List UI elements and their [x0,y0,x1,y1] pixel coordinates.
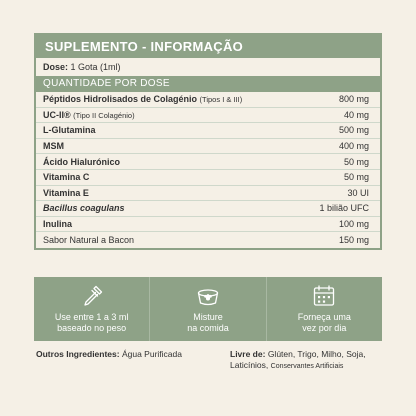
table-row [36,232,380,248]
table-row [36,108,380,124]
ingredient-amount: 50 mg [343,156,369,167]
ingredient-name: Vitamina E [43,187,89,198]
ingredient-name: Sabor Natural a Bacon [43,235,135,246]
ingredient-amount: 150 mg [338,235,369,246]
free-from-label: Livre de: [230,349,266,359]
ingredient-amount: 100 mg [338,219,369,230]
free-from-value-3: Conservantes Artificiais [270,363,344,370]
table-row [36,201,380,217]
ingredient-amount: 800 mg [338,94,369,105]
usage-dose-line1: Use entre 1 a 3 ml [54,312,129,322]
ingredient-name: Inulina [43,219,72,230]
section-title: QUANTIDADE POR DOSE [36,76,380,92]
usage-frequency-line1: Forneça uma [297,312,351,322]
ingredient-amount: 40 mg [343,109,369,120]
ingredient-note: (Tipo II Colagénio) [73,110,135,120]
ingredient-amount: 500 mg [338,125,369,136]
usage-dose-line2: baseado no peso [57,323,127,333]
ingredient-amount: 30 UI [347,187,369,198]
ingredient-name: MSM [43,141,64,152]
ingredient-name: Vitamina C [43,172,90,183]
other-ingredients-value: Água Purificada [121,349,182,359]
panel-title: SUPLEMENTO - INFORMAÇÃO [34,33,382,58]
table-row [36,92,380,108]
ingredient-name: UC-II® [43,109,71,120]
supplement-facts-panel [34,33,382,250]
usage-mix-line2: na comida [187,323,229,333]
usage-dose [34,277,149,341]
usage-mix-line1: Misture [193,312,223,322]
ingredient-name: Péptidos Hidrolisados de Colagénio [43,94,198,105]
table-row [36,186,380,202]
calendar-icon [311,283,337,309]
free-from-value-2: Laticínios, [230,360,269,370]
table-row [36,123,380,139]
pet-bowl-icon [195,283,221,309]
dose-label: Dose: [43,62,69,72]
usage-frequency [266,277,382,341]
dose-value: 1 Gota (1ml) [70,62,121,72]
other-ingredients-label: Outros Ingredientes: [36,349,120,359]
dropper-icon [79,283,105,309]
ingredient-name: Bacillus coagulans [43,203,125,214]
panel-frame [34,58,382,250]
free-from-value-1: Glúten, Trigo, Milho, Soja, [267,349,366,359]
ingredient-name: L-Glutamina [43,125,96,136]
free-from [230,349,390,372]
ingredient-amount: 400 mg [338,141,369,152]
dose-line [36,58,380,76]
table-row [36,154,380,170]
table-row [36,217,380,233]
ingredient-amount: 1 bilião UFC [319,203,369,214]
ingredient-name: Ácido Hialurónico [43,156,121,167]
ingredient-note: (Tipos I & III) [199,95,243,105]
other-ingredients [36,349,182,360]
table-row [36,139,380,155]
usage-mix [149,277,265,341]
usage-frequency-line2: vez por dia [302,323,347,333]
usage-icons-band [34,277,382,341]
ingredient-amount: 50 mg [343,172,369,183]
table-row [36,170,380,186]
